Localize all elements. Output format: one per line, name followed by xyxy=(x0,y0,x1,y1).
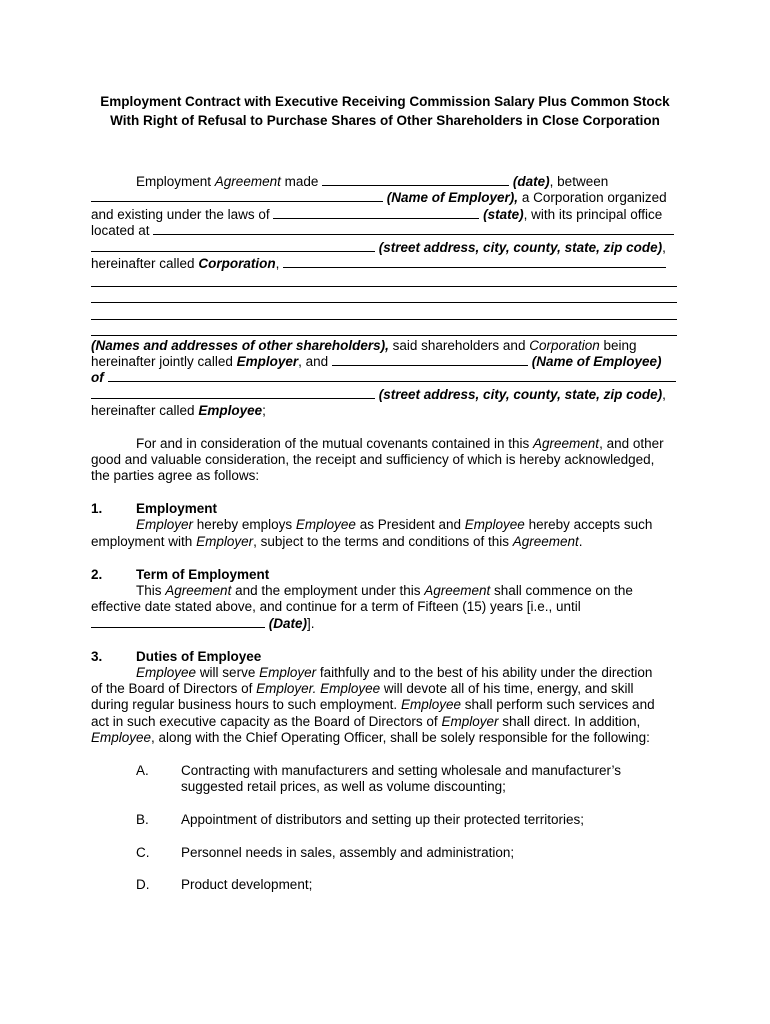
employee-address-blank[interactable] xyxy=(108,369,676,382)
preamble-line-1: Employment Agreement made (date), between xyxy=(136,174,609,189)
employer-name-blank[interactable] xyxy=(91,189,383,202)
item-a-letter: A. xyxy=(136,763,149,778)
document-title xyxy=(60,92,710,130)
section-3-line-3: during regular business hours to such employment. Employee shall perform such services and xyxy=(91,697,655,712)
section-1-number: 1. xyxy=(91,501,103,516)
preamble-line-4: located at xyxy=(91,222,674,239)
section-1-line-1: Employer hereby employs Employee as President and Employee hereby accepts such xyxy=(136,517,653,532)
item-d-letter: D. xyxy=(136,877,150,892)
item-c-letter: C. xyxy=(136,845,150,860)
end-date-blank[interactable] xyxy=(91,615,265,628)
employee-address-blank-2[interactable] xyxy=(91,386,375,399)
shareholders-line-3[interactable] xyxy=(91,319,677,320)
shareholders-blank[interactable] xyxy=(283,255,666,268)
section-3-line-1: Employee will serve Employer faithfully and to the best of his ability under the direction xyxy=(136,665,653,680)
address-blank[interactable] xyxy=(91,239,375,252)
section-2-heading: Term of Employment xyxy=(136,567,270,582)
section-2-line-3: (Date)]. xyxy=(91,615,315,632)
item-a-line-2: suggested retail prices, as well as volume discounting; xyxy=(181,779,506,794)
section-3-line-2: of the Board of Directors of Employer. Employee will devote all of his time, energy, and skill xyxy=(91,681,634,696)
preamble-line-7: (Names and addresses of other shareholders), said shareholders and Corporation being xyxy=(91,338,637,353)
item-a-line-1: Contracting with manufacturers and setting wholesale and manufacturer’s xyxy=(181,763,621,778)
title-line-2: With Right of Refusal to Purchase Shares of Other Shareholders in Close Corporation xyxy=(110,113,660,128)
section-1-line-2: employment with Employer, subject to the terms and conditions of this Agreement. xyxy=(91,534,583,549)
preamble-line-3: and existing under the laws of (state), with its principal office xyxy=(91,207,663,222)
title-line-1: Employment Contract with Executive Receiving Commission Salary Plus Common Stock xyxy=(100,94,670,109)
preamble-line-9: of xyxy=(91,369,676,386)
section-3-heading: Duties of Employee xyxy=(136,649,262,664)
preamble-line-8: hereinafter jointly called Employer, and (Name of Employee) xyxy=(91,354,662,369)
section-3-number: 3. xyxy=(91,649,103,664)
item-d-line-1: Product development; xyxy=(181,877,313,892)
employee-name-blank[interactable] xyxy=(332,353,528,366)
section-1-heading: Employment xyxy=(136,501,218,516)
preamble-line-11: hereinafter called Employee; xyxy=(91,403,266,418)
preamble-line-5: (street address, city, county, state, zip code), xyxy=(91,239,666,256)
preamble-line-6: hereinafter called Corporation, xyxy=(91,255,666,272)
item-b-letter: B. xyxy=(136,812,149,827)
section-2-line-1: This Agreement and the employment under this Agreement shall commence on the xyxy=(136,583,633,598)
consideration-line-3: the parties agree as follows: xyxy=(91,468,260,483)
location-blank[interactable] xyxy=(153,222,674,235)
section-2-line-2: effective date stated above, and continue for a term of Fifteen (15) years [i.e., until xyxy=(91,599,581,614)
item-c-line-1: Personnel needs in sales, assembly and administration; xyxy=(181,845,515,860)
item-b-line-1: Appointment of distributors and setting up their protected territories; xyxy=(181,812,584,827)
section-2-number: 2. xyxy=(91,567,103,582)
section-3-line-5: Employee, along with the Chief Operating Officer, shall be solely responsible for the following: xyxy=(91,730,650,745)
shareholders-line-4[interactable] xyxy=(91,335,677,336)
state-blank[interactable] xyxy=(273,206,479,219)
shareholders-line-2[interactable] xyxy=(91,302,677,303)
consideration-line-1: For and in consideration of the mutual covenants contained in this Agreement, and other xyxy=(136,436,664,451)
section-3-line-4: act in such executive capacity as the Board of Directors of Employer shall direct. In addition, xyxy=(91,714,641,729)
preamble-line-2: (Name of Employer), a Corporation organized xyxy=(91,189,667,206)
preamble-line-10: (street address, city, county, state, zip code), xyxy=(91,386,666,403)
consideration-line-2: good and valuable consideration, the receipt and sufficiency of which is hereby acknowledged, xyxy=(91,452,655,467)
shareholders-line-1[interactable] xyxy=(91,286,677,287)
date-blank[interactable] xyxy=(322,173,509,186)
